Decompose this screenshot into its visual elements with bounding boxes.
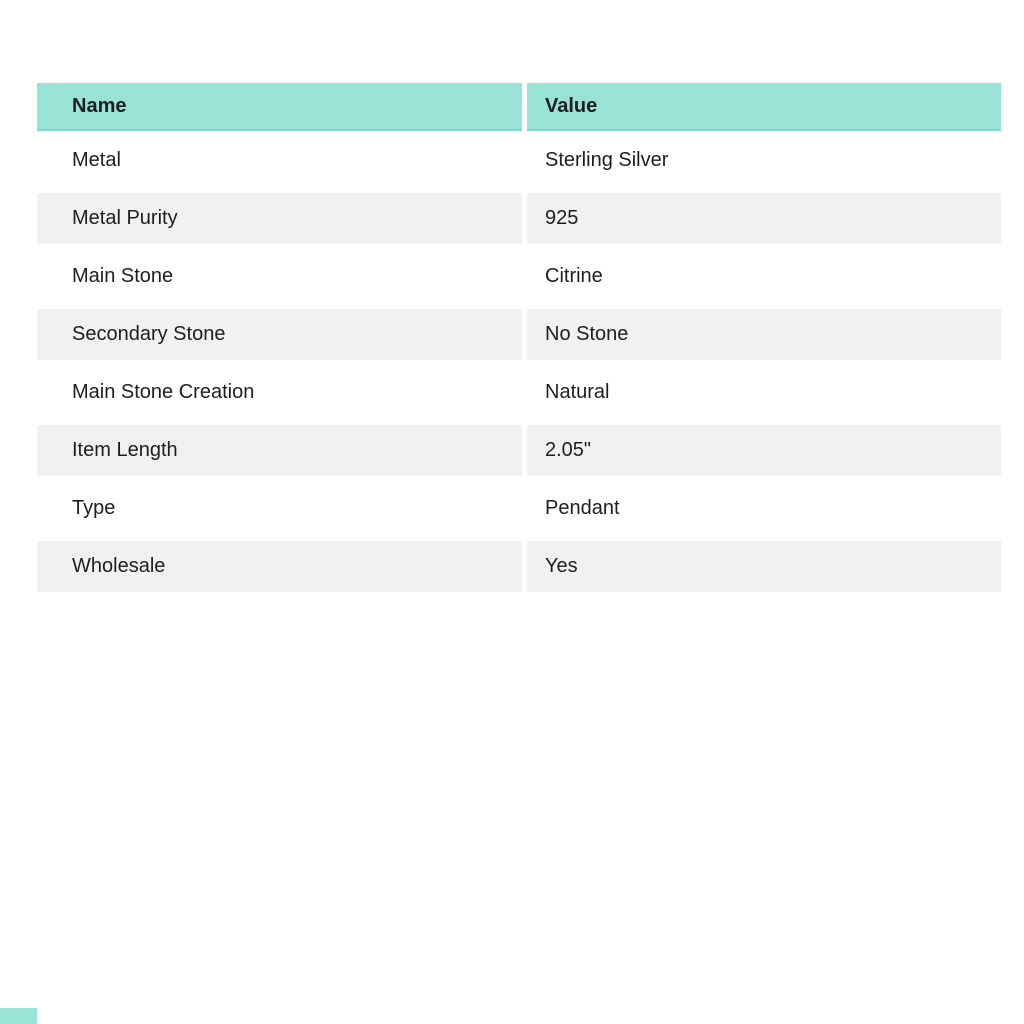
table-row	[37, 367, 1001, 418]
table-row	[37, 251, 1001, 302]
row-name-cell: Secondary Stone	[37, 309, 522, 360]
row-name-cell: Main Stone Creation	[37, 367, 522, 418]
table-header-row	[37, 83, 1001, 131]
row-value-cell: No Stone	[527, 309, 1001, 360]
column-header-name: Name	[37, 83, 522, 131]
table-row	[37, 425, 1001, 476]
row-value-cell: 925	[527, 193, 1001, 244]
table-row	[37, 135, 1001, 186]
row-name-cell: Main Stone	[37, 251, 522, 302]
row-name-cell: Metal Purity	[37, 193, 522, 244]
row-value-cell: 2.05"	[527, 425, 1001, 476]
table-row	[37, 483, 1001, 534]
row-value-cell: Citrine	[527, 251, 1001, 302]
table-row	[37, 541, 1001, 592]
row-value-cell: Sterling Silver	[527, 135, 1001, 186]
product-spec-table	[37, 83, 1001, 592]
row-name-cell: Metal	[37, 135, 522, 186]
table-body	[37, 135, 1001, 592]
row-name-cell: Item Length	[37, 425, 522, 476]
row-value-cell: Natural	[527, 367, 1001, 418]
table-row	[37, 193, 1001, 244]
table-row	[37, 309, 1001, 360]
row-name-cell: Type	[37, 483, 522, 534]
row-value-cell: Yes	[527, 541, 1001, 592]
row-name-cell: Wholesale	[37, 541, 522, 592]
row-value-cell: Pendant	[527, 483, 1001, 534]
column-header-value: Value	[527, 83, 1001, 131]
corner-accent	[0, 1008, 37, 1024]
